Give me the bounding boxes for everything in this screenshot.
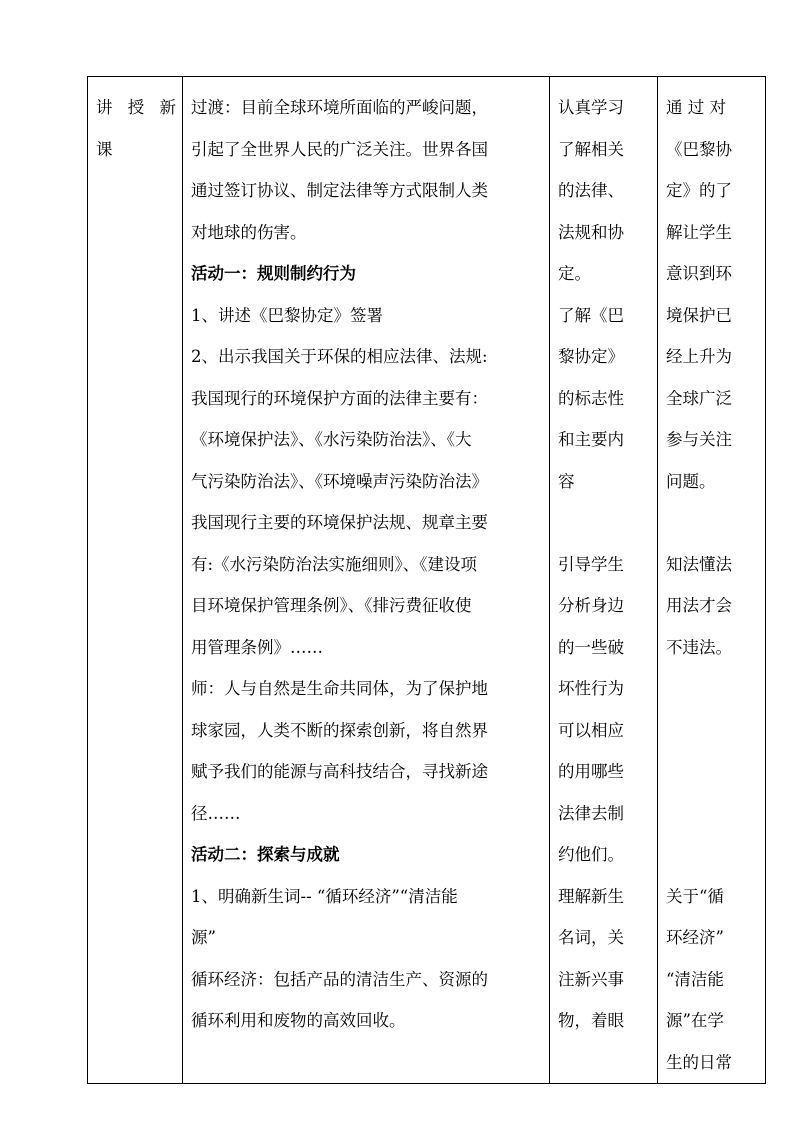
content-cell (183, 77, 550, 1084)
intent-line: 源”在学 (666, 1011, 724, 1030)
content-line: 2、出示我国关于环保的相应法律、法规: (191, 347, 488, 366)
content-line: 径…… (191, 803, 241, 823)
content-line: 我国现行的环境保护方面的法律主要有： (191, 388, 488, 408)
student-line: 容 (558, 471, 575, 491)
content-line: 通过签订协议、制定法律等方式限制人类 (191, 181, 488, 200)
design-intent-cell (658, 77, 766, 1084)
spacer (666, 751, 759, 793)
stage-line: 课 (96, 139, 113, 159)
spacer (666, 710, 759, 752)
content-line: 气污染防治法》、《环境噪声污染防治法》 (191, 471, 488, 491)
spacer (666, 502, 759, 544)
content-line: 《环境保护法》、《水污染防治法》、《大 (191, 430, 472, 449)
content-line: 球家园，人类不断的探索创新，将自然界 (191, 720, 488, 740)
intent-line: 解让学生 (666, 222, 732, 242)
student-line: 可以相应 (558, 720, 624, 740)
student-line: 注新兴事 (558, 969, 624, 989)
content-line: 1、明确新生词-- “循环经济”“清洁能 (191, 886, 458, 906)
student-line: 分析身边 (558, 596, 624, 615)
student-line: 约他们。 (558, 845, 624, 864)
intent-line: 参与关注 (666, 430, 732, 449)
content-line: 1、讲述《巴黎协定》签署 (191, 305, 383, 325)
intent-line: 《巴黎协 (666, 139, 732, 159)
stage-cell (88, 77, 183, 1084)
content-line: 循环利用和废物的高效回收。 (191, 1011, 406, 1030)
student-line: 定。 (558, 264, 591, 283)
content-line: 有:《水污染防治法实施细则》、《建设项 (191, 554, 478, 574)
stage-line: 讲授新 (96, 98, 176, 117)
spacer (666, 834, 759, 876)
spacer (666, 793, 759, 835)
intent-line: 经上升为 (666, 347, 732, 366)
content-line: 我国现行主要的环境保护法规、规章主要 (191, 513, 488, 532)
intent-line: 环经济” (666, 928, 724, 947)
student-line: 和主要内 (558, 430, 624, 449)
student-line: 的法律、 (558, 181, 624, 200)
activity-heading: 活动一：规则制约行为 (191, 264, 356, 283)
intent-line: 问题。 (666, 471, 716, 491)
intent-line: 定》的了 (666, 181, 732, 200)
content-line: 循环经济：包括产品的清洁生产、资源的 (191, 969, 488, 989)
student-line: 理解新生 (558, 886, 624, 906)
activity-heading: 活动二：探索与成就 (191, 845, 340, 864)
student-line: 认真学习 (558, 98, 624, 117)
intent-line: 生的日常 (666, 1052, 732, 1072)
intent-line: 用法才会 (666, 596, 732, 615)
student-line: 了解相关 (558, 139, 624, 159)
student-line: 物，着眼 (558, 1011, 624, 1030)
intent-line: 关于“循 (666, 886, 724, 906)
content-line: 过渡：目前全球环境所面临的严峻问题， (191, 98, 488, 117)
student-line: 引导学生 (558, 554, 624, 574)
intent-line: 知法懂法 (666, 554, 732, 574)
student-activity-cell (550, 77, 658, 1084)
content-line: 用管理条例》…… (191, 637, 323, 657)
student-line: 法律去制 (558, 803, 624, 823)
table-row (88, 77, 766, 1084)
intent-line: 通 过 对 (666, 98, 726, 117)
student-line: 名词，关 (558, 928, 624, 947)
student-line: 坏性行为 (558, 679, 624, 698)
intent-line: 全球广泛 (666, 388, 732, 408)
spacer (666, 668, 759, 710)
content-line: 赋予我们的能源与高科技结合，寻找新途 (191, 762, 488, 781)
content-line: 引起了全世界人民的广泛关注。世界各国 (191, 139, 488, 159)
intent-line: 意识到环 (666, 264, 732, 283)
spacer (558, 502, 651, 544)
content-line: 源” (191, 928, 216, 947)
student-line: 法规和协 (558, 222, 624, 242)
content-line: 师：人与自然是生命共同体，为了保护地 (191, 679, 488, 698)
intent-line: “清洁能 (666, 969, 724, 989)
student-line: 的用哪些 (558, 762, 624, 781)
content-line: 目环境保护管理条例》、《排污费征收使 (191, 596, 472, 615)
student-line: 黎协定》 (558, 347, 624, 366)
intent-line: 境保护已 (666, 305, 732, 325)
student-line: 的标志性 (558, 388, 624, 408)
lesson-plan-table (87, 76, 766, 1084)
student-line: 的一些破 (558, 637, 624, 657)
intent-line: 不违法。 (666, 637, 732, 657)
content-line: 对地球的伤害。 (191, 222, 307, 242)
student-line: 了解《巴 (558, 305, 624, 325)
